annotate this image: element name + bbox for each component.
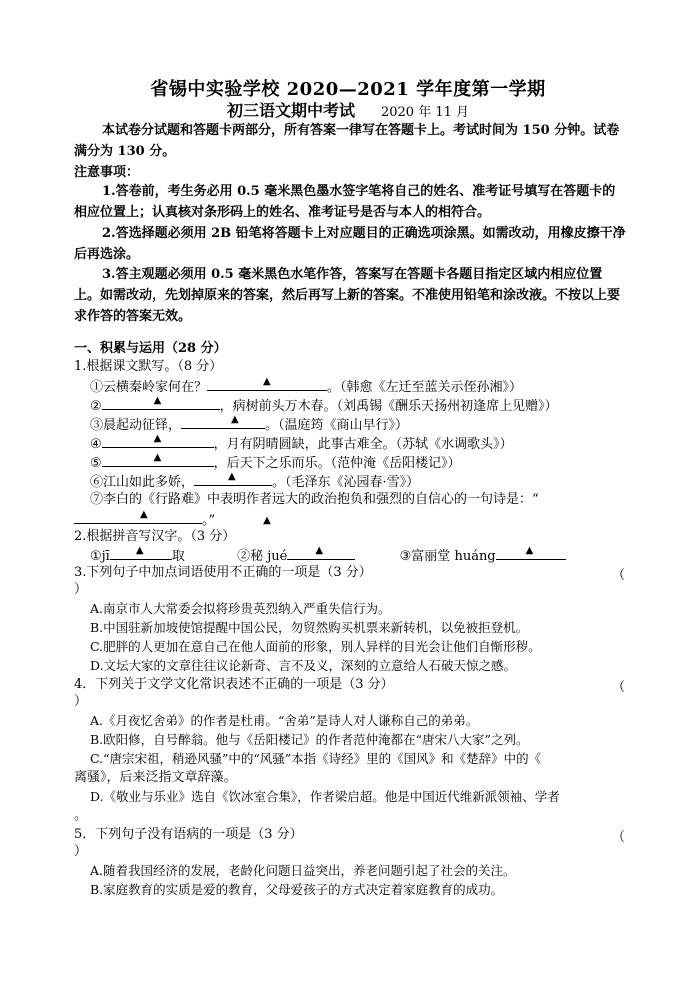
q1-item-7-answer[interactable] <box>74 510 634 530</box>
blank-marker: ▲ <box>153 452 162 463</box>
question-2-stem: 2.根据拼音写汉字。（3 分） <box>74 529 236 544</box>
q1-item-5[interactable] <box>90 453 650 473</box>
question-3-stem: 3.下列句子中加点词语使用不正确的一项是（3 分） <box>74 565 372 580</box>
blank-marker: ▲ <box>153 395 162 406</box>
q1-item-1-pre: ①云横秦岭家何在？ <box>90 380 208 395</box>
answer-paren-close: ） <box>74 844 88 859</box>
answer-paren-open: （ <box>612 680 626 695</box>
q2-answers[interactable] <box>90 546 650 566</box>
q2-c-pre: ③富丽堂 huáng <box>399 549 496 564</box>
q1-item-4[interactable] <box>90 434 650 454</box>
notice-item-1: 1.答卷前，考生务必用 0.5 毫米黑色墨水签字笔将自己的姓名、准考证号填写在答题卡的相应位置上；认真核对条形码上的姓名、准考证号是否与本人的相符合。 <box>74 184 616 220</box>
exam-date: 2020 年 11 月 <box>380 105 470 120</box>
answer-blank[interactable] <box>181 415 265 429</box>
intro-paragraph: 本试卷分试题和答题卡两部分，所有答案一律写在答题卡上。考试时间为 150 分钟。试卷满分为 130 分。 <box>74 123 620 159</box>
answer-blank[interactable] <box>102 453 214 467</box>
q1-item-4-pre: ④ <box>90 437 102 452</box>
q1-item-3-post: 。（温庭筠《商山早行》） <box>265 418 409 433</box>
q1-item-7: ⑦李白的《行路难》中表明作者远大的政治抱负和强烈的自信心的一句诗是：“ <box>90 492 539 507</box>
answer-paren-open: （ <box>612 568 626 583</box>
answer-paren-close: ） <box>74 582 88 597</box>
q1-item-4-post: ，月有阴晴圆缺，此事古难全。（苏轼《水调歌头》） <box>213 437 513 452</box>
blank-marker: ▲ <box>525 545 534 556</box>
q2-b-pre: ②秘 jué <box>237 549 288 564</box>
q4-option-d: D.《敬业与乐业》选自《饮冰室合集》，作者梁启超。他是中国近代维新派领袖、学者 <box>90 789 560 804</box>
notice-item-3: 3.答主观题必须用 0.5 毫米黑色水笔作答，答案写在答题卡各题目指定区域内相应位置上。如需改动，先划掉原来的答案，然后再写上新的答案。不准使用铅笔和涂改液。不按以上要求作答的答案无效。 <box>74 267 621 324</box>
q1-item-1[interactable] <box>90 377 650 397</box>
q1-item-1-post: 。（韩愈《左迁至蓝关示侄孙湘》） <box>327 380 523 395</box>
q1-item-7-close: 。” <box>202 513 216 528</box>
q1-item-5-post: ，后天下之乐而乐。（范仲淹《岳阳楼记》） <box>213 456 461 471</box>
notice-item-2: 2.答选择题必须用 2B 铅笔将答题卡上对应题目的正确选项涂黑。如需改动，用橡皮擦干净后再选涂。 <box>74 226 626 262</box>
blank-marker: ▲ <box>140 509 148 520</box>
q5-option-b: B.家庭教育的实质是爱的教育，父母爱孩子的方式决定着家庭教育的成功。 <box>90 882 504 897</box>
q4-option-b: B.欧阳修，自号醉翁。他与《岳阳楼记》的作者范仲淹都在“唐宋八大家”之列。 <box>90 732 529 747</box>
exam-subtitle-text: 初三语文期中考试 <box>226 101 355 120</box>
answer-blank[interactable] <box>102 396 220 410</box>
q1-item-2-pre: ② <box>90 399 102 414</box>
q4-option-d-cont: 。 <box>74 808 88 823</box>
answer-blank[interactable] <box>496 546 566 560</box>
q1-item-6-post: 。（毛泽东《沁园春·雪》） <box>272 475 420 490</box>
answer-paren-open: （ <box>612 830 626 845</box>
q1-item-3[interactable] <box>90 415 650 435</box>
answer-blank[interactable] <box>74 510 202 524</box>
exam-subtitle <box>0 98 696 121</box>
blank-marker: ▲ <box>228 471 236 482</box>
q1-item-2[interactable] <box>90 396 650 416</box>
q1-item-3-pre: ③晨起动征铎， <box>90 418 182 433</box>
q1-item-6-pre: ⑥江山如此多娇， <box>90 475 195 490</box>
notice-heading: 注意事项： <box>74 165 140 180</box>
answer-blank[interactable] <box>194 472 272 486</box>
answer-blank[interactable] <box>102 434 214 448</box>
question-5-stem: 5．下列句子没有语病的一项是（3 分） <box>74 827 303 842</box>
q4-option-c: C.“唐宗宋祖，稍逊风骚”中的“风骚”本指《诗经》里的《国风》和《楚辞》中的《 <box>90 751 542 766</box>
blank-marker: ▲ <box>153 433 162 444</box>
q2-a-post: 取 <box>171 549 185 564</box>
question-1-stem: 1.根据课文默写。（8 分） <box>74 359 223 374</box>
q2-a-pre: ①jī <box>90 549 110 564</box>
q1-item-2-post: ，病树前头万木春。（刘禹锡《酬乐天扬州初逢席上见赠》） <box>219 399 558 414</box>
blank-marker: ▲ <box>135 545 144 556</box>
q4-option-c-cont: 离骚》，后来泛指文章辞藻。 <box>74 770 237 785</box>
section-heading: 一、积累与运用（28 分） <box>74 341 227 356</box>
answer-blank[interactable] <box>207 377 327 391</box>
q1-item-6[interactable] <box>90 472 650 492</box>
exam-title: 省锡中实验学校 2020—2021 学年度第一学期 <box>150 79 546 100</box>
blank-marker: ▲ <box>263 376 271 387</box>
answer-blank[interactable] <box>287 546 355 560</box>
answer-blank[interactable] <box>110 546 172 560</box>
question-4-stem: 4．下列关于文学文化常识表述不正确的一项是（3 分） <box>74 677 394 692</box>
q3-option-b: B.中国驻新加坡使馆提醒中国公民，勿贸然购买机票来新转机，以免被拒登机。 <box>90 620 529 635</box>
q3-option-a: A.南京市人大常委会拟将珍贵英烈纳入严重失信行为。 <box>90 601 391 616</box>
q1-item-5-pre: ⑤ <box>90 456 102 471</box>
blank-marker: ▲ <box>315 545 324 556</box>
q3-option-c: C.肥胖的人更加在意自己在他人面前的形象，别人异样的目光会让他们自惭形秽。 <box>90 639 541 654</box>
blank-marker: ▲ <box>231 414 239 425</box>
q4-option-a: A.《月夜忆舍弟》的作者是杜甫。“舍弟”是诗人对人谦称自己的弟弟。 <box>90 713 479 728</box>
answer-paren-close: ） <box>74 694 88 709</box>
blank-marker: ▲ <box>263 515 271 526</box>
q5-option-a: A.随着我国经济的发展，老龄化问题日益突出，养老问题引起了社会的关注。 <box>90 863 516 878</box>
q3-option-d: D.文坛大家的文章往往议论新奇、言不及义，深刻的立意给人石破天惊之感。 <box>90 658 517 673</box>
